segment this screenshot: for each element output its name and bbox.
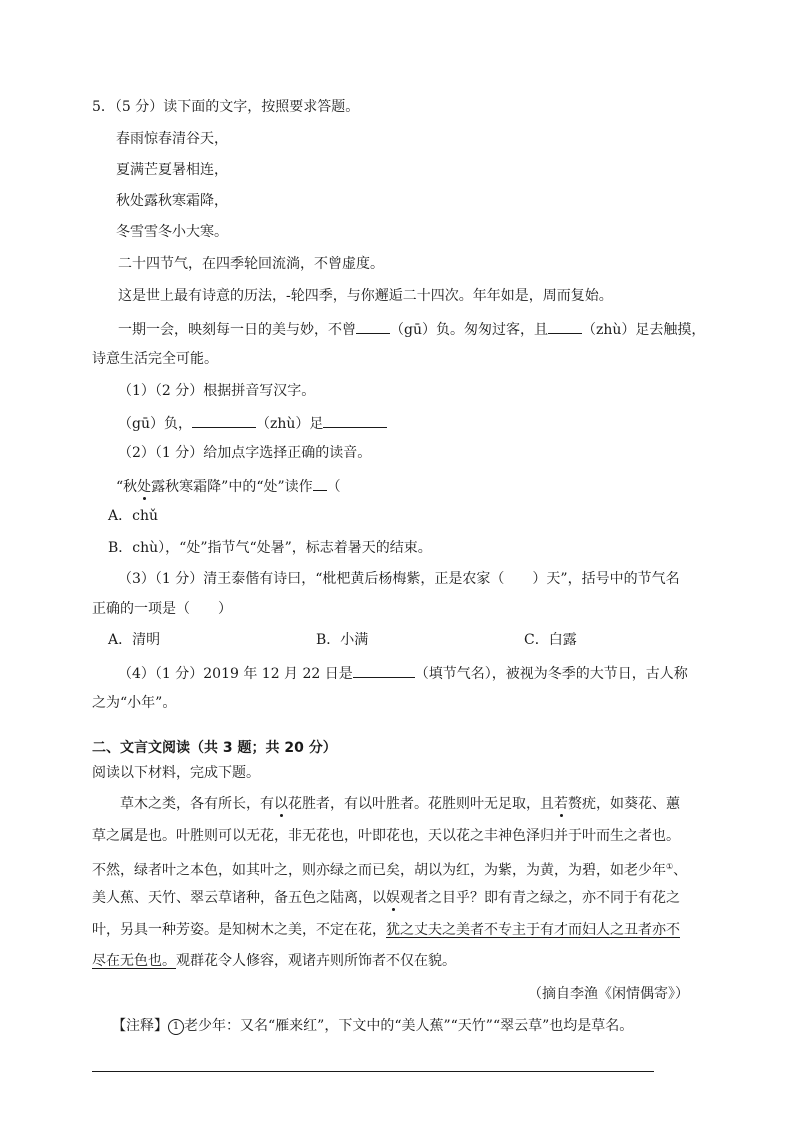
dotted-char-chu: 处	[137, 479, 152, 495]
annotation	[112, 1016, 633, 1036]
annotation-label: 【注释】	[112, 1018, 168, 1034]
answer-label-gu: （gū）负，	[118, 416, 192, 432]
passage-line-4-b: 观者之目乎？即有青之绿之，亦不同于有花之	[400, 890, 680, 906]
annotation-number: 1	[168, 1019, 184, 1035]
poem-line-2: 夏满芒夏暑相连，	[116, 162, 228, 178]
blank-zhu[interactable]	[548, 318, 582, 334]
passage-line-6	[92, 951, 456, 971]
footnote-marker: ①	[666, 862, 674, 871]
passage-line-1-a: 草木之类，各有所长，有	[120, 796, 274, 812]
passage-line-6-b: 观群花令人修容，观诸卉则所饰者不仅在貌。	[176, 953, 456, 969]
paragraph-3-cont: 诗意生活完全可能。	[92, 351, 218, 367]
section-2-title: 二、文言文阅读（共 3 题；共 20 分）	[92, 740, 337, 756]
answer-blank-zhu[interactable]	[323, 412, 387, 428]
dotted-char-yu: 娱	[386, 890, 400, 906]
option-a-qingming: A．清明	[108, 632, 161, 648]
passage-line-1-c: 赘疣，如葵花、蕙	[568, 796, 680, 812]
paragraph-1: 二十四节气，在四季轮回流淌，不曾虚度。	[118, 256, 384, 272]
paragraph-3-part-c: （zhù）足去触摸，	[581, 322, 706, 338]
sub-question-2-prompt	[116, 475, 341, 497]
dotted-char-ruo: 若	[554, 796, 568, 812]
passage-line-1	[120, 794, 680, 814]
paragraph-3-part-b: （gū）负。匆匆过客，且	[390, 322, 548, 338]
passage-line-2: 草之属是也。叶胜则可以无花，非无花也，叶即花也，天以花之丰神色泽归并于叶而生之者也。	[92, 828, 680, 844]
passage-line-3-b: 、	[673, 862, 688, 879]
underlined-sentence-part-1: 犹之丈夫之美者不专主于有才而妇人之丑者亦不	[386, 922, 680, 938]
passage-line-3-a: 不然，绿者叶之本色，如其叶之，则亦绿之而已矣，胡以为红，为紫，为黄，为碧，如老少年	[92, 862, 666, 879]
poem-line-4: 冬雪雪冬小大寒。	[116, 224, 228, 240]
sub-question-1-title: （1）（2 分）根据拼音写汉字。	[118, 383, 316, 399]
answer-blank-gu[interactable]	[192, 412, 256, 428]
sub-question-2-title: （2）（1 分）给加点字选择正确的读音。	[118, 445, 372, 461]
annotation-text: 老少年：又名“雁来红”，下文中的“美人蕉”“天竹”“翠云草”也均是草名。	[184, 1018, 634, 1034]
blank-gu[interactable]	[356, 318, 390, 334]
sub-question-4-text-b: （填节气名），被视为冬季的大节日，古人称	[414, 666, 688, 682]
option-b-xiaoman: B．小满	[316, 632, 369, 648]
paragraph-3	[118, 318, 705, 340]
answer-blank-reading[interactable]	[313, 475, 327, 491]
sub-question-4-text-a: （4）（1 分）2019 年 12 月 22 日是	[118, 666, 353, 682]
passage-source: （摘自李渔《闲情偶寄》）	[528, 986, 689, 1002]
sub-question-4-line-2: 之为“小年”。	[92, 695, 177, 711]
prompt-text-pre: “秋	[116, 479, 138, 495]
sub-question-3-line-1: （3）（1 分）清王泰偕有诗曰，“枇杷黄后杨梅紫，正是农家（ ）天”，括号中的节气名	[118, 571, 680, 587]
underlined-sentence-part-2: 尽在无色也。	[92, 953, 176, 969]
passage-line-1-b: 花胜者，有以叶胜者。花胜则叶无足取，且	[288, 796, 554, 812]
passage-line-5	[92, 920, 680, 940]
option-a-chu3: A．chǔ	[108, 508, 158, 524]
option-b-chu4: B．chù），“处”指节气“处暑”，标志着暑天的结束。	[108, 540, 432, 556]
passage-line-3	[92, 857, 687, 881]
prompt-text-post: 露秋寒霜降”中的“处”读作	[151, 479, 313, 495]
poem-line-3: 秋处露秋寒霜降，	[116, 193, 228, 209]
question-5-header: 5．（5 分）读下面的文字，按照要求答题。	[92, 99, 360, 115]
passage-line-4	[92, 888, 680, 908]
poem-line-1: 春雨惊春清谷天，	[116, 131, 228, 147]
dotted-char-yi: 以	[274, 796, 288, 812]
answer-blank-solar-term[interactable]	[353, 662, 415, 678]
option-c-bailu: C．白露	[524, 632, 577, 648]
answer-label-zhu: （zhù）足	[255, 416, 324, 432]
sub-question-3-line-2: 正确的一项是（ ）	[92, 601, 232, 617]
section-2-instruction: 阅读以下材料，完成下题。	[92, 765, 260, 781]
passage-line-5-a: 叶，另具一种芳姿。是知树木之美，不定在花，	[92, 922, 386, 938]
sub-question-4-line-1	[118, 662, 688, 684]
passage-line-4-a: 美人蕉、天竹、翠云草诸种，备五色之陆离，以	[92, 890, 386, 906]
prompt-text-end: （	[326, 479, 341, 495]
sub-question-1-answer-line	[118, 412, 387, 434]
paragraph-3-part-a: 一期一会，映刻每一日的美与妙，不曾	[118, 322, 356, 338]
bottom-rule	[92, 1071, 654, 1072]
paragraph-2: 这是世上最有诗意的历法，-轮四季，与你邂逅二十四次。年年如是，周而复始。	[118, 288, 613, 304]
